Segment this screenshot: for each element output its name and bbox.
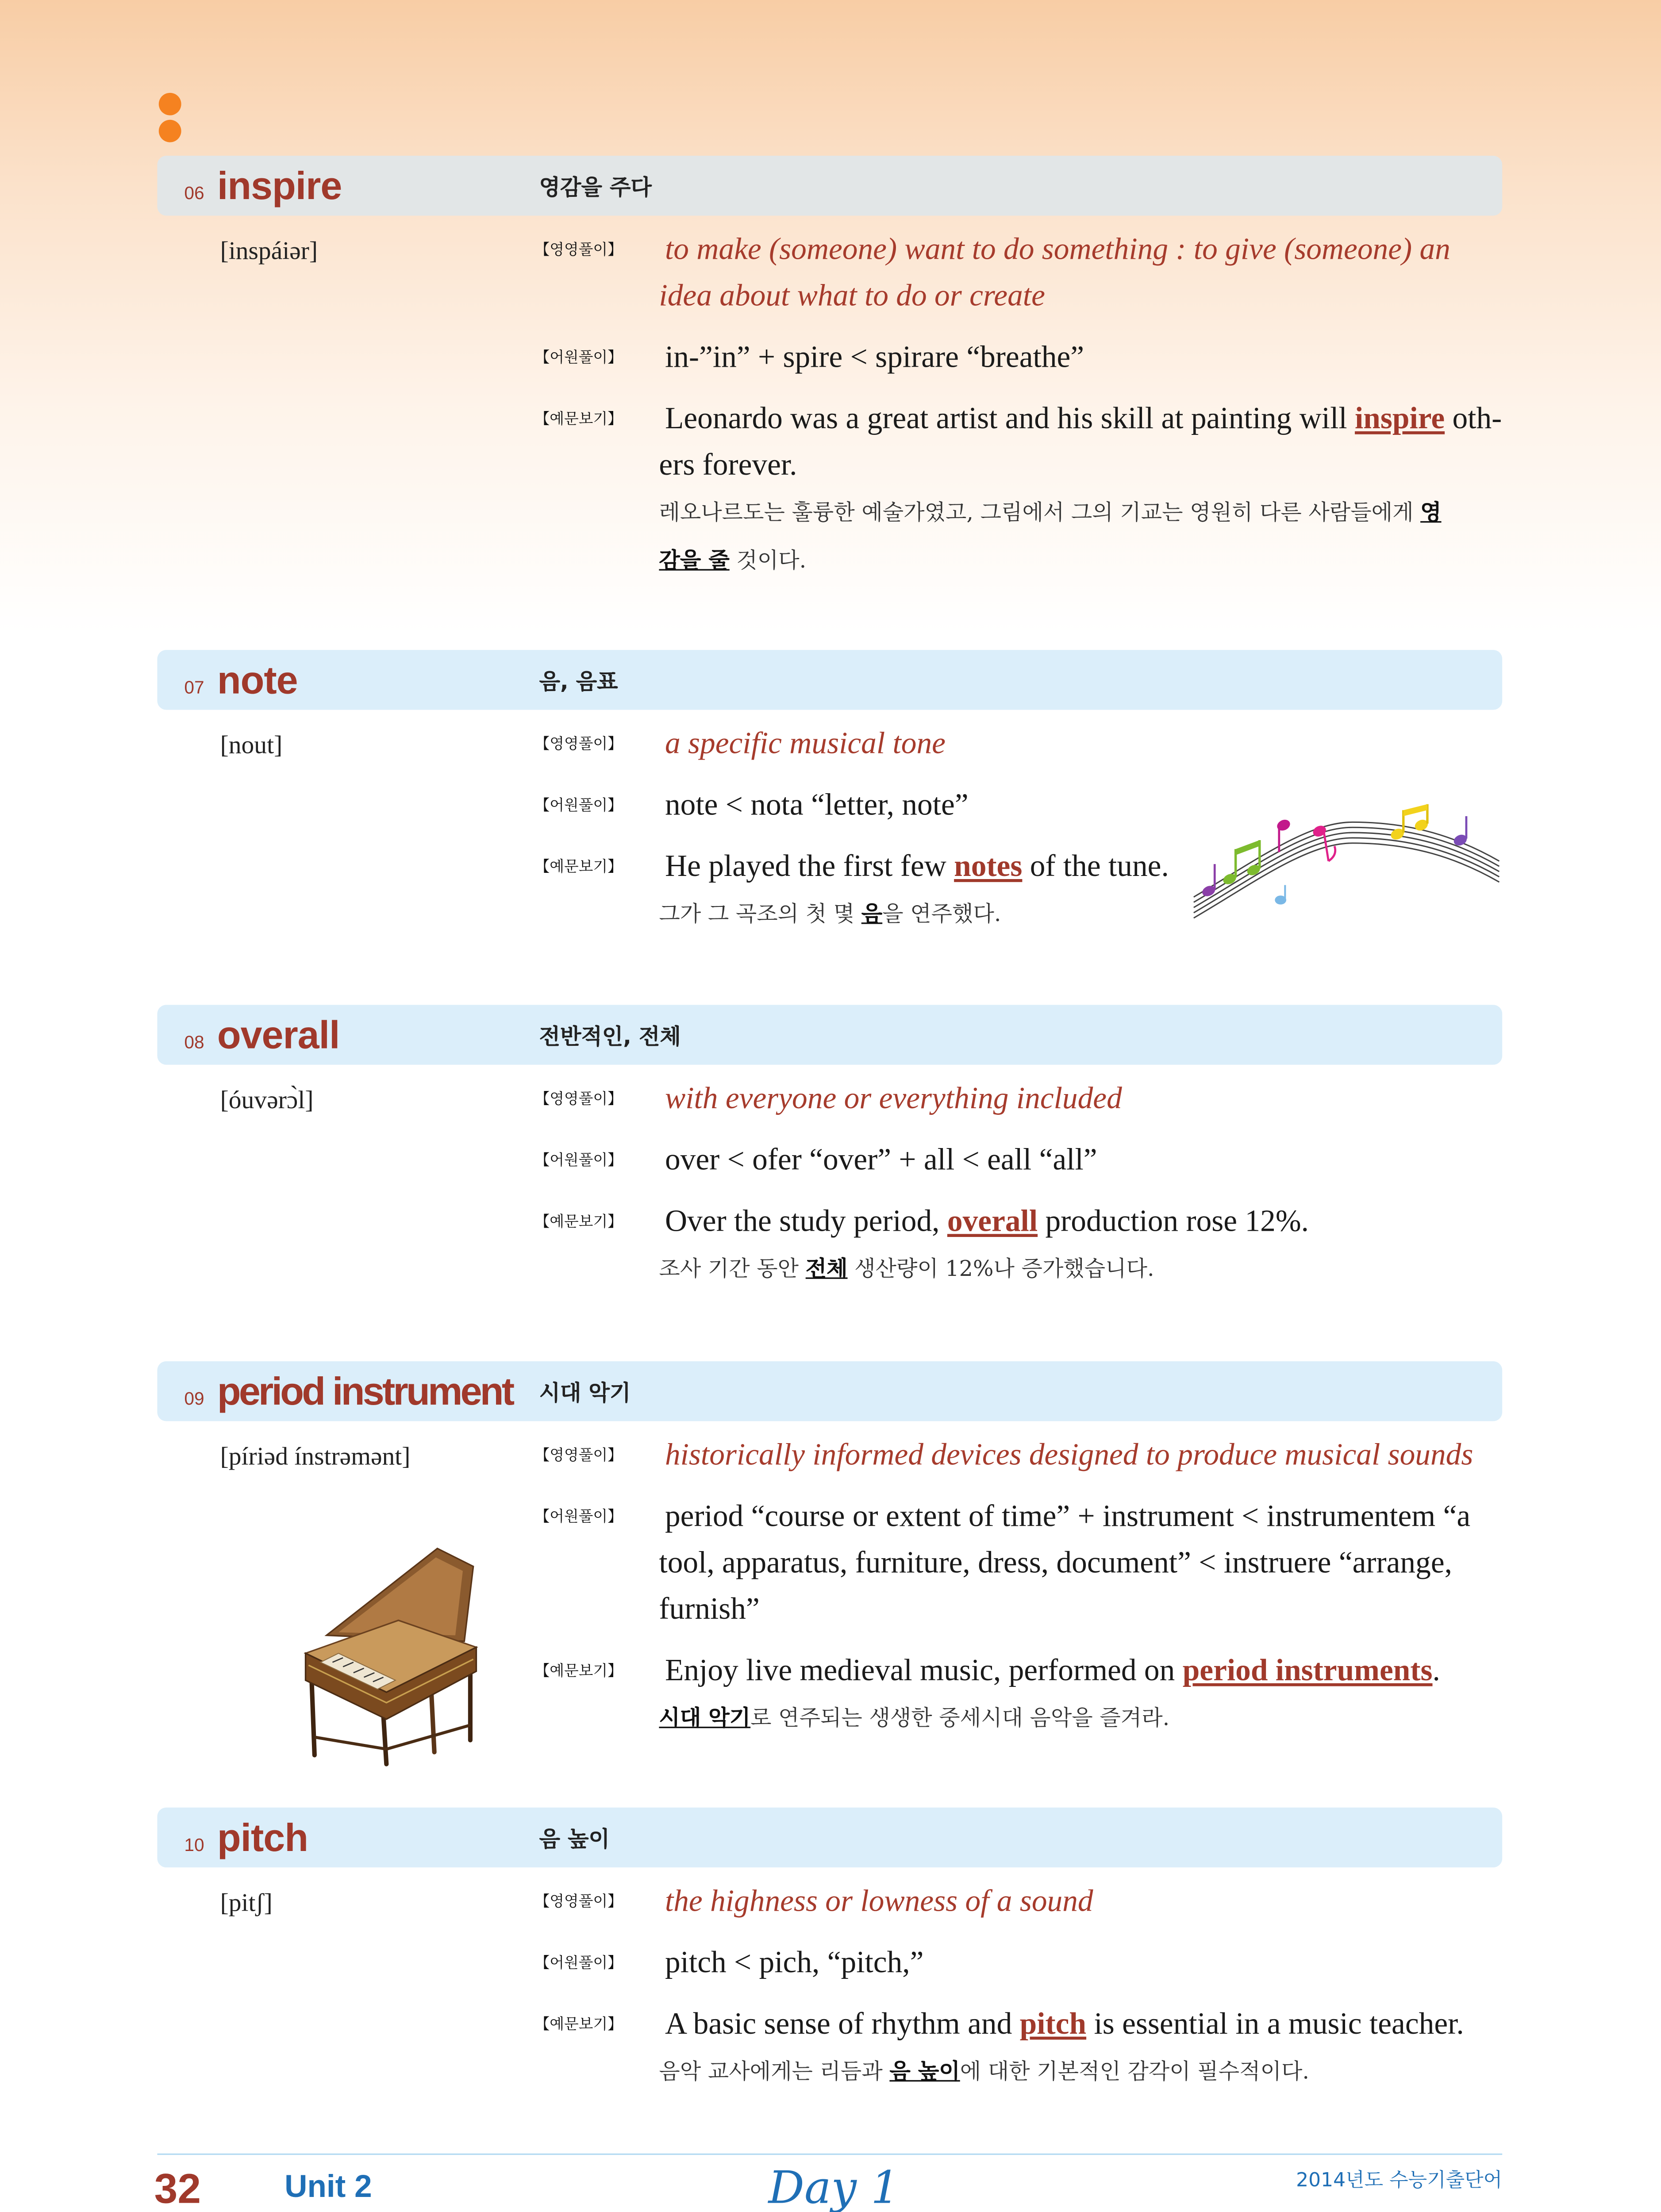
highlighted-term: period instruments xyxy=(1182,1655,1433,1688)
example-label: 【예문보기】 xyxy=(534,1214,623,1231)
definition-row xyxy=(534,1879,1661,1926)
highlighted-term: 음 높이 xyxy=(889,2059,960,2085)
etymology-label: 【어원풀이】 xyxy=(534,350,623,367)
definition-label: 【영영풀이】 xyxy=(534,1091,623,1108)
example-row xyxy=(534,397,1661,490)
pronunciation: [nout] xyxy=(220,730,283,760)
example-text xyxy=(659,1649,1661,1695)
text-segment: 그가 그 곡조의 첫 몇 xyxy=(659,903,861,927)
etymology-text xyxy=(659,783,1661,830)
translation-line xyxy=(659,538,1661,585)
example-label: 【예문보기】 xyxy=(534,1663,623,1681)
orange-bullet-dot xyxy=(159,120,181,142)
definition-text xyxy=(659,722,1661,768)
text-segment: production rose 12%. xyxy=(1038,1205,1309,1239)
etymology-label: 【어원풀이】 xyxy=(534,798,623,815)
highlighted-term: 영 xyxy=(1420,500,1442,526)
example-row xyxy=(534,845,1661,891)
korean-translation xyxy=(659,1695,1661,1743)
korean-meaning: 영감을 주다 xyxy=(539,177,652,201)
headword: pitch xyxy=(217,1815,308,1860)
orange-bullet-dot xyxy=(159,93,181,115)
etymology-line: over < ofer “over” + all < eall “all” xyxy=(665,1144,1097,1177)
etymology-row xyxy=(534,1494,1661,1634)
text-segment: 레오나르도는 훌륭한 예술가였고, 그림에서 그의 기교는 영원히 다른 사람들에게 xyxy=(659,501,1421,526)
text-segment: is essential in a music teacher. xyxy=(1086,2008,1464,2041)
entry-body xyxy=(0,1433,1661,1743)
etymology-line: period “course or extent of time” + instrument < instrumentem “a xyxy=(665,1500,1471,1534)
text-segment: A basic sense of rhythm and xyxy=(665,2008,1020,2041)
example-row xyxy=(534,1199,1661,1246)
definition-line: historically informed devices designed to produce musical sounds xyxy=(665,1439,1473,1472)
entry-header xyxy=(157,156,1502,215)
definition-line: to make (someone) want to do something : to give (someone) an xyxy=(665,234,1450,267)
translation-line xyxy=(659,891,1661,939)
example-line xyxy=(659,1649,1661,1695)
korean-meaning: 전반적인, 전체 xyxy=(539,1025,681,1050)
highlighted-term: overall xyxy=(947,1205,1038,1239)
example-line xyxy=(659,845,1661,891)
definition-line: a specific musical tone xyxy=(665,728,946,761)
pronunciation: [píriəd ínstrəmənt] xyxy=(220,1442,411,1471)
music-notes-illustration xyxy=(1188,801,1505,936)
text-segment: 을 연주했다. xyxy=(882,903,1001,927)
etymology-row xyxy=(534,1941,1661,1987)
etymology-line: pitch < pich, “pitch,” xyxy=(665,1947,924,1980)
highlighted-term: 음 xyxy=(861,901,883,927)
blue-note-icon xyxy=(1275,885,1286,905)
example-text xyxy=(659,397,1661,490)
definition-line: the highness or lowness of a sound xyxy=(665,1885,1093,1919)
pronunciation: [óuvərɔ̀l] xyxy=(220,1086,314,1114)
pronunciation: [pitʃ] xyxy=(220,1888,273,1917)
etymology-line: furnish” xyxy=(659,1593,760,1627)
example-label: 【예문보기】 xyxy=(534,411,623,429)
book-title: 2014년도 수능기출단어 xyxy=(1296,2170,1503,2193)
page-number: 32 xyxy=(154,2165,201,2212)
definition-text xyxy=(659,228,1661,321)
translation-line xyxy=(659,1695,1661,1743)
etymology-label: 【어원풀이】 xyxy=(534,1153,623,1170)
text-segment: oth- xyxy=(1445,403,1502,436)
green-eighth-notes-icon xyxy=(1222,840,1262,886)
definition-label: 【영영풀이】 xyxy=(534,1894,623,1911)
etymology-line: in-”in” + spire < spirare “breathe” xyxy=(665,341,1084,375)
definition-row xyxy=(534,228,1661,321)
entry-body xyxy=(0,1879,1661,2097)
example-line xyxy=(659,397,1661,443)
definition-text xyxy=(659,1077,1661,1123)
korean-translation xyxy=(659,490,1661,586)
korean-meaning: 시대 악기 xyxy=(539,1382,631,1406)
definition-row xyxy=(534,1077,1661,1123)
etymology-label: 【어원풀이】 xyxy=(534,1955,623,1973)
korean-meaning: 음 높이 xyxy=(539,1828,610,1853)
entry-header xyxy=(157,1361,1502,1421)
definition-label: 【영영풀이】 xyxy=(534,242,623,259)
entry-number: 10 xyxy=(184,1834,204,1856)
example-line xyxy=(659,2002,1661,2049)
etymology-row xyxy=(534,783,1661,830)
entry-number: 08 xyxy=(184,1032,204,1053)
entry-header xyxy=(157,650,1502,710)
highlighted-term: notes xyxy=(954,850,1023,884)
definition-line: with everyone or everything included xyxy=(665,1083,1122,1116)
translation-line xyxy=(659,1246,1661,1294)
etymology-row xyxy=(534,335,1661,382)
example-text xyxy=(659,845,1661,891)
example-line xyxy=(659,443,1661,490)
highlighted-term: pitch xyxy=(1019,2008,1087,2041)
text-segment: 음악 교사에게는 리듬과 xyxy=(659,2060,890,2085)
harpsichord-illustration xyxy=(293,1543,496,1767)
example-text xyxy=(659,2002,1661,2049)
pronunciation: [inspáiər] xyxy=(220,236,318,265)
purple-note-icon xyxy=(1200,864,1217,898)
entry-number: 09 xyxy=(184,1388,204,1409)
korean-meaning: 음, 음표 xyxy=(539,671,618,695)
definition-label: 【영영풀이】 xyxy=(534,737,623,753)
translation-line xyxy=(659,490,1661,538)
example-row xyxy=(534,1649,1661,1695)
entry-number: 07 xyxy=(184,677,204,698)
headword: inspire xyxy=(217,163,342,208)
example-label: 【예문보기】 xyxy=(534,860,623,876)
highlighted-term: 전체 xyxy=(805,1256,848,1282)
entry-number: 06 xyxy=(184,182,204,204)
text-segment: Enjoy live medieval music, performed on xyxy=(665,1655,1183,1688)
definition-label: 【영영풀이】 xyxy=(534,1448,623,1465)
translation-line xyxy=(659,2049,1661,2097)
definition-text xyxy=(659,1879,1661,1926)
day-label: Day 1 xyxy=(768,2162,900,2212)
highlighted-term: inspire xyxy=(1355,403,1445,436)
text-segment: Leonardo was a great artist and his skill at painting will xyxy=(665,403,1355,436)
text-segment: . xyxy=(1432,1655,1440,1688)
unit-label: Unit 2 xyxy=(285,2170,372,2204)
example-text xyxy=(659,1199,1661,1246)
violet-note-icon xyxy=(1452,816,1469,848)
etymology-label: 【어원풀이】 xyxy=(534,1509,623,1526)
definition-text xyxy=(659,1433,1661,1479)
text-segment: He played the first few xyxy=(665,850,954,884)
example-line xyxy=(659,1199,1661,1246)
text-segment: 로 연주되는 생생한 중세시대 음악을 즐겨라. xyxy=(750,1707,1170,1732)
etymology-row xyxy=(534,1138,1661,1185)
highlighted-term: 시대 악기 xyxy=(659,1705,751,1732)
etymology-line: tool, apparatus, furniture, dress, document” < instruere “arrange, xyxy=(659,1547,1452,1580)
etymology-text xyxy=(659,335,1661,382)
definition-row xyxy=(534,1433,1661,1479)
text-segment: 조사 기간 동안 xyxy=(659,1258,806,1282)
headword: overall xyxy=(217,1012,340,1057)
entry-body xyxy=(0,1077,1661,1294)
etymology-text xyxy=(659,1494,1661,1634)
text-segment: ers forever. xyxy=(659,449,797,482)
definition-row xyxy=(534,722,1661,768)
example-row xyxy=(534,2002,1661,2049)
korean-translation xyxy=(659,2049,1661,2097)
korean-translation xyxy=(659,891,1661,939)
entry-header xyxy=(157,1005,1502,1064)
text-segment: 생산량이 12%나 증가했습니다. xyxy=(847,1258,1154,1282)
headword: period instrument xyxy=(217,1368,513,1414)
text-segment: Over the study period, xyxy=(665,1205,947,1239)
text-segment: 에 대한 기본적인 감각이 필수적이다. xyxy=(960,2060,1309,2085)
text-segment: 것이다. xyxy=(729,549,807,574)
example-label: 【예문보기】 xyxy=(534,2017,623,2034)
etymology-text xyxy=(659,1138,1661,1185)
footer-divider xyxy=(157,2154,1502,2155)
headword: note xyxy=(217,657,298,703)
entry-header xyxy=(157,1808,1502,1867)
etymology-line: note < nota “letter, note” xyxy=(665,789,969,822)
definition-line: idea about what to do or create xyxy=(659,280,1045,313)
highlighted-term: 감을 줄 xyxy=(659,548,730,574)
text-segment: of the tune. xyxy=(1022,850,1169,884)
etymology-text xyxy=(659,1941,1661,1987)
entry-body xyxy=(0,228,1661,586)
korean-translation xyxy=(659,1246,1661,1294)
